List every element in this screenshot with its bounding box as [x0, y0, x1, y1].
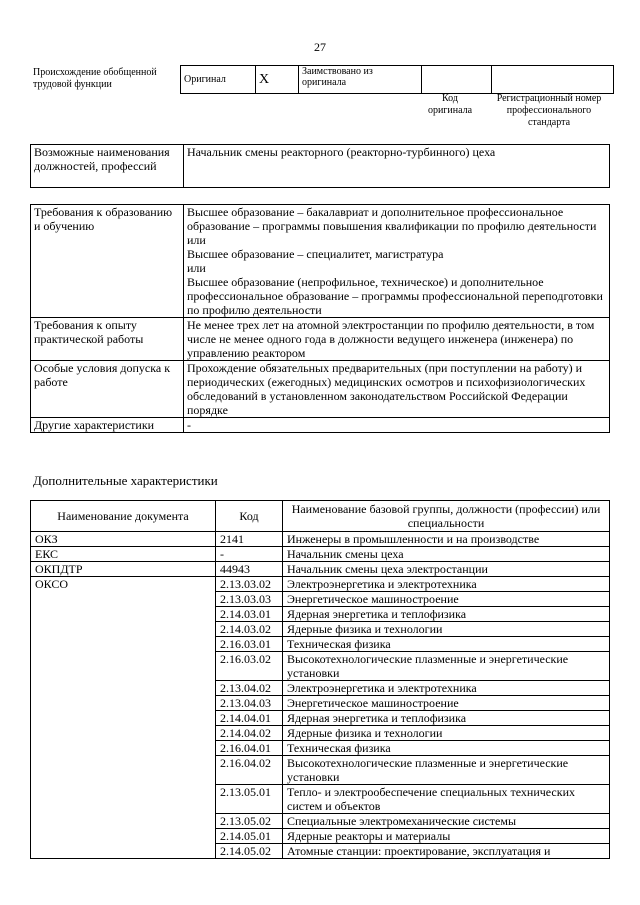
- name-cell: Ядерные реакторы и материалы: [283, 829, 610, 844]
- code-cell: 2.14.04.02: [216, 726, 283, 741]
- doc-cell: [31, 711, 216, 726]
- table-row: [31, 814, 610, 829]
- requirement-line: -: [187, 418, 191, 432]
- table-row: [31, 756, 610, 785]
- name-cell: Высокотехнологические плазменные и энергетические установки: [283, 756, 610, 785]
- code-cell: 2.14.04.01: [216, 711, 283, 726]
- requirement-label: Другие характеристики: [31, 418, 184, 433]
- requirement-row: [31, 205, 610, 318]
- code-cell: 2.13.04.03: [216, 696, 283, 711]
- name-cell: Электроэнергетика и электротехника: [283, 577, 610, 592]
- doc-cell: [31, 785, 216, 814]
- page-number: 27: [314, 40, 326, 54]
- requirement-row: [31, 318, 610, 361]
- code-cell: 2.13.05.01: [216, 785, 283, 814]
- name-cell: Начальник смены цеха: [283, 547, 610, 562]
- code-cell: 2.13.05.02: [216, 814, 283, 829]
- name-cell: Техническая физика: [283, 741, 610, 756]
- name-cell: Энергетическое машиностроение: [283, 696, 610, 711]
- requirement-label: Особые условия допуска к работе: [31, 361, 184, 418]
- requirement-row: [31, 361, 610, 418]
- table-row: [31, 547, 610, 562]
- name-cell: Начальник смены цеха электростанции: [283, 562, 610, 577]
- requirement-value: [184, 418, 610, 433]
- name-cell: Электроэнергетика и электротехника: [283, 681, 610, 696]
- position-names-label: Возможные наименования должностей, профессий: [31, 145, 184, 188]
- doc-cell: [31, 844, 216, 859]
- doc-cell: [31, 726, 216, 741]
- reg-number-cell: [492, 66, 614, 94]
- table-row: [31, 607, 610, 622]
- doc-cell: [31, 607, 216, 622]
- extra-title: Дополнительные характеристики: [33, 473, 218, 488]
- borrowed-label: Заимствовано из оригинала: [299, 66, 422, 94]
- doc-cell: [31, 756, 216, 785]
- code-cell: 2.13.03.02: [216, 577, 283, 592]
- code-cell: 2.13.03.03: [216, 592, 283, 607]
- code-caption: Код оригинала: [427, 93, 473, 116]
- requirement-value: [184, 318, 610, 361]
- requirement-row: [31, 418, 610, 433]
- code-cell: 2.16.04.01: [216, 741, 283, 756]
- table-row: [31, 637, 610, 652]
- table-row: [31, 562, 610, 577]
- table-row: [31, 652, 610, 681]
- doc-cell: [31, 652, 216, 681]
- table-row: [31, 829, 610, 844]
- doc-cell: ОКЗ: [31, 532, 216, 547]
- requirement-line: или: [187, 261, 206, 275]
- doc-cell: [31, 637, 216, 652]
- name-cell: Техническая физика: [283, 637, 610, 652]
- name-cell: Ядерные физика и технологии: [283, 622, 610, 637]
- requirement-line: или: [187, 233, 206, 247]
- code-cell: 2141: [216, 532, 283, 547]
- doc-cell: ЕКС: [31, 547, 216, 562]
- table-row: [31, 726, 610, 741]
- header-doc: Наименование документа: [31, 501, 216, 532]
- original-label: Оригинал: [181, 66, 256, 94]
- doc-cell: ОКСО: [31, 577, 216, 592]
- table-row: [31, 785, 610, 814]
- name-cell: Тепло- и электрообеспечение специальных технических систем и объектов: [283, 785, 610, 814]
- doc-cell: [31, 829, 216, 844]
- code-cell: 2.14.05.01: [216, 829, 283, 844]
- table-row: [31, 711, 610, 726]
- origin-label: Происхождение обобщенной трудовой функции: [33, 67, 157, 90]
- code-cell: 2.16.03.01: [216, 637, 283, 652]
- doc-cell: [31, 622, 216, 637]
- table-row: [31, 741, 610, 756]
- requirement-value: [184, 205, 610, 318]
- code-cell: 2.16.04.02: [216, 756, 283, 785]
- requirement-line: Высшее образование – специалитет, магистратура: [187, 247, 444, 261]
- table-row: [31, 532, 610, 547]
- origin-table: [180, 65, 614, 94]
- header-code: Код: [216, 501, 283, 532]
- name-cell: Высокотехнологические плазменные и энергетические установки: [283, 652, 610, 681]
- original-mark: X: [256, 66, 299, 94]
- code-cell: 2.16.03.02: [216, 652, 283, 681]
- requirement-value: [184, 361, 610, 418]
- requirement-line: Высшее образование – бакалавриат и дополнительное профессиональное образование – программы повышения квалификации по профилю деятельности: [187, 205, 597, 233]
- requirement-line: Прохождение обязательных предварительных (при поступлении на работу) и периодических (ежегодных) медицинских осмотров и психофизиологических обследований в установленном законодательством Российской Федерации порядке: [187, 361, 586, 417]
- name-cell: Ядерная энергетика и теплофизика: [283, 607, 610, 622]
- table-row: [31, 622, 610, 637]
- doc-cell: [31, 681, 216, 696]
- code-cell: -: [216, 547, 283, 562]
- code-cell: 2.14.03.01: [216, 607, 283, 622]
- requirement-line: Высшее образование (непрофильное, техническое) и дополнительное профессиональное образование – программы профессиональной переподготовки по профилю деятельности: [187, 275, 603, 317]
- code-cell: 2.14.05.02: [216, 844, 283, 859]
- name-cell: Специальные электромеханические системы: [283, 814, 610, 829]
- requirement-label: Требования к образованию и обучению: [31, 205, 184, 318]
- table-row: [31, 844, 610, 859]
- code-cell: 2.13.04.02: [216, 681, 283, 696]
- table-row: [31, 696, 610, 711]
- code-cell: 44943: [216, 562, 283, 577]
- table-row: [31, 681, 610, 696]
- table-row: [31, 592, 610, 607]
- reg-caption: Регистрационный номер профессионального стандарта: [496, 93, 602, 128]
- doc-cell: [31, 696, 216, 711]
- requirement-label: Требования к опыту практической работы: [31, 318, 184, 361]
- name-cell: Ядерные физика и технологии: [283, 726, 610, 741]
- doc-cell: [31, 592, 216, 607]
- position-names-table: [30, 144, 610, 188]
- name-cell: Ядерная энергетика и теплофизика: [283, 711, 610, 726]
- doc-cell: [31, 741, 216, 756]
- name-cell: Энергетическое машиностроение: [283, 592, 610, 607]
- requirements-table: [30, 204, 610, 433]
- name-cell: Атомные станции: проектирование, эксплуатация и: [283, 844, 610, 859]
- header-name: Наименование базовой группы, должности (профессии) или специальности: [283, 501, 610, 532]
- original-code-cell: [422, 66, 492, 94]
- extra-table: [30, 500, 610, 859]
- doc-cell: ОКПДТР: [31, 562, 216, 577]
- table-row: [31, 577, 610, 592]
- position-names-value: Начальник смены реакторного (реакторно-турбинного) цеха: [184, 145, 610, 188]
- doc-cell: [31, 814, 216, 829]
- requirement-line: Не менее трех лет на атомной электростанции по профилю деятельности, в том числе не менее одного года в должности ведущего инженера (инженера) по управлению реактором: [187, 318, 595, 360]
- code-cell: 2.14.03.02: [216, 622, 283, 637]
- name-cell: Инженеры в промышленности и на производстве: [283, 532, 610, 547]
